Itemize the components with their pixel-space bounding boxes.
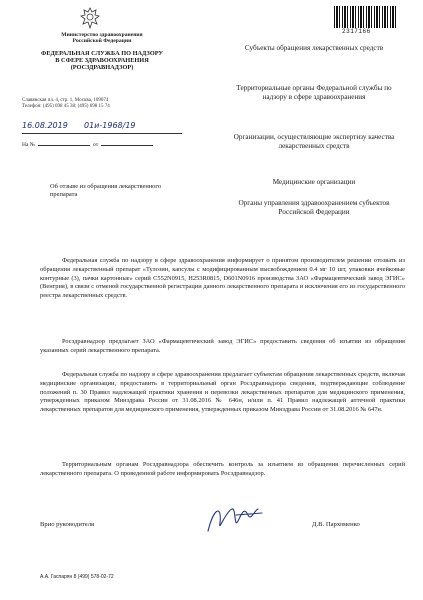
body-paragraph: [40, 371, 405, 415]
body-paragraph-text: Территориальным органам Росздравнадзора обеспечить контроль за изъятием из обращения перечисленных серий лекарственного препарата. О проведенной работе информировать Росздравнадзор.: [40, 461, 405, 477]
executor-contact: А.А. Гаспарян 8 (499) 578-02-72: [40, 574, 114, 580]
body-paragraph: [40, 338, 405, 356]
ref-label: На №: [22, 142, 36, 148]
address-line: Славянская пл. 4, стр. 1, Москва, 109074: [22, 98, 109, 103]
ministry-name: [18, 32, 186, 45]
ministry-line-2: Российской Федерации: [72, 38, 132, 45]
agency-address: [22, 98, 182, 111]
agency-line-3: (РОСЗДРАВНАДЗОР): [70, 64, 134, 72]
addressee-1: Субъекты обращения лекарственных средств: [244, 44, 384, 52]
letter-date: 16.08.2019: [22, 121, 68, 130]
barcode-number: 2317166: [342, 28, 371, 35]
agency-line-2: В СФЕРЕ ЗДРАВООХРАНЕНИЯ: [55, 57, 149, 65]
body-paragraph-text: Федеральная служба по надзору в сфере здравоохранения предлагает субъектам обращения лекарственных средств, включая медицинские организации, предоставить в территориальный орган Росздравнадзора сведения, подтверждающие соблюдение положений п. 30 Правил надлежащей практики хранения и перевозки лекарственных препаратов для медицинского применения, утвержденных приказом Минздрава России от 31.08.2016 № 646н, и/или п. 41 Правил надлежащей аптечной практики лекарственных препаратов для медицинского применения, утвержденных приказом Минздрава России от 31.08.2016 № 647н.: [40, 371, 405, 414]
signatory-role: Врио руководителя: [40, 521, 95, 528]
date-number-line: [22, 121, 182, 134]
coat-of-arms-icon: [78, 6, 102, 30]
reference-line: [22, 139, 182, 148]
ref-from-label: от: [93, 142, 99, 148]
addressee-3: Организации, осуществляющие экспертизу качества лекарственных средств: [233, 133, 395, 151]
ministry-line-1: Министерство здравоохранения: [61, 32, 143, 38]
body-paragraph: [40, 461, 405, 479]
addressee-4: Медицинские организации: [272, 178, 356, 186]
addressee-2: Территориальные органы Федеральной службы по надзору в сфере здравоохранения: [236, 84, 392, 102]
agency-name: [18, 50, 186, 72]
addressee-5: Органы управления здравоохранением субъектов Российской Федерации: [238, 199, 390, 217]
letter-subject: Об отзыве из обращения лекарственного препарата: [50, 183, 162, 199]
agency-line-1: ФЕДЕРАЛЬНАЯ СЛУЖБА ПО НАДЗОРУ: [40, 50, 164, 57]
body-paragraph-text: Федеральная служба по надзору в сфере здравоохранения информирует о принятом производителем решении отозвать из обращения лекарственный препарат «Тулозин, капсулы с модифицированным высвобождением 0.4 мг 10 шт, упаковки ячейковые контурные (3), пачки картонные» серий C552N0915, H253R0815, D601N0916 производства ЗАО «Фармацевтический завод ЭГИС» (Венгрия), в связи с отменой государственной регистрации данного лекарственного препарата и исключения его из государственного реестра лекарственных средств.: [40, 257, 405, 300]
letter-number: 01и-1968/19: [84, 121, 136, 130]
handwritten-signature: [196, 501, 276, 537]
body-paragraph: [40, 257, 405, 301]
body-paragraph-text: Росздравнадзор предлагает ЗАО «Фармацевтический завод ЭГИС» предоставить сведения об изъятии из обращения указанных серий лекарственного препарата.: [40, 338, 405, 354]
signatory-name: Д.В. Пархоменко: [312, 521, 360, 528]
phone-line: Телефон: (495) 698 45 38; (495) 698 15 74: [22, 104, 110, 110]
barcode: [334, 6, 398, 28]
